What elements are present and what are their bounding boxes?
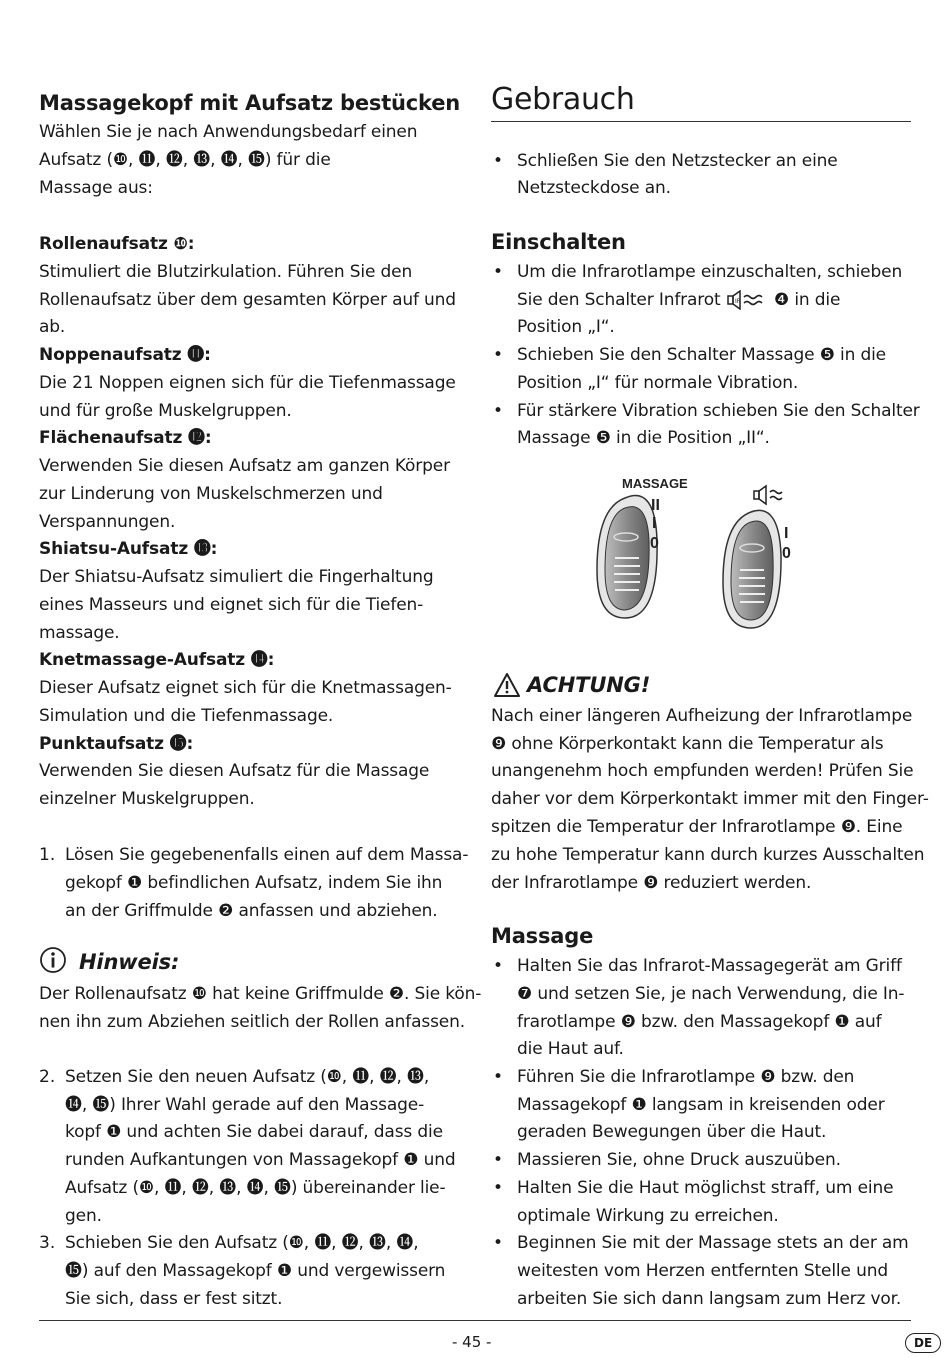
text-line: Verwenden Sie diesen Aufsatz für die Massage — [39, 761, 430, 781]
text-line: frarotlampe ❾ bzw. den Massagekopf ❶ auf — [517, 1012, 882, 1032]
position-0-label: 0 — [650, 535, 659, 552]
text-line: Um die Infrarotlampe einzuschalten, schieben — [517, 262, 903, 282]
heading-einschalten: Einschalten — [491, 230, 626, 254]
text-line: Schieben Sie den Schalter Massage ❺ in die — [517, 345, 886, 365]
ir-position-I-label: I — [784, 525, 789, 542]
text-line: Schließen Sie den Netzstecker an eine — [517, 151, 838, 171]
text-line: Setzen Sie den neuen Aufsatz (❿, ⓫, ⓬, ⓭, — [65, 1067, 430, 1087]
text-line: Verwenden Sie diesen Aufsatz am ganzen Körper — [39, 456, 450, 476]
achtung-heading: ACHTUNG! — [527, 673, 651, 697]
text-line: Die 21 Noppen eignen sich für die Tiefenmassage — [39, 373, 456, 393]
text-line: runden Aufkantungen von Massagekopf ❶ und — [65, 1150, 456, 1170]
bullet: • — [493, 1178, 504, 1198]
footer-rule — [39, 1320, 911, 1321]
text-line: Rollenaufsatz über dem gesamten Körper auf und — [39, 290, 456, 310]
text-line: Für stärkere Vibration schieben Sie den Schalter — [517, 401, 920, 421]
text-line: daher vor dem Körperkontakt immer mit den Finger- — [491, 789, 929, 809]
text-line: gen. — [65, 1206, 102, 1226]
text-line: Massieren Sie, ohne Druck auszuüben. — [517, 1150, 841, 1170]
massage-label: MASSAGE — [622, 476, 688, 491]
text-line: Simulation und die Tiefenmassage. — [39, 706, 334, 726]
text-line: Aufsatz (❿, ⓫, ⓬, ⓭, ⓮, ⓯) übereinander lie- — [65, 1178, 446, 1198]
subheading-noppen: Noppenaufsatz ⓫: — [39, 345, 211, 365]
text-line: spitzen die Temperatur der Infrarotlampe ❾. Eine — [491, 817, 903, 837]
text-line: ❾ ohne Körperkontakt kann die Temperatur als — [491, 734, 884, 754]
position-I-label: I — [652, 515, 657, 532]
text-line: Massage ❺ in die Position „II“. — [517, 428, 770, 448]
text-line: die Haut auf. — [517, 1039, 624, 1059]
switch-diagram — [595, 470, 815, 630]
infrared-switch — [723, 510, 781, 628]
text-line: Lösen Sie gegebenenfalls einen auf dem Massa- — [65, 845, 469, 865]
subheading-knet: Knetmassage-Aufsatz ⓮: — [39, 650, 275, 670]
text-line: Halten Sie das Infrarot-Massagegerät am Griff — [517, 956, 902, 976]
text-line: Halten Sie die Haut möglichst straff, um eine — [517, 1178, 894, 1198]
text-line: optimale Wirkung zu erreichen. — [517, 1206, 779, 1226]
page-number: - 45 - — [452, 1333, 492, 1351]
info-icon — [39, 946, 67, 978]
text-line: Dieser Aufsatz eignet sich für die Knetmassagen- — [39, 678, 452, 698]
subheading-punkt: Punktaufsatz ⓯: — [39, 734, 194, 754]
text-line: Sie sich, dass er fest sitzt. — [65, 1289, 283, 1309]
bullet: • — [493, 151, 504, 171]
bullet: • — [493, 1067, 504, 1087]
heading-massagekopf: Massagekopf mit Aufsatz bestücken — [39, 91, 461, 115]
language-badge: DE — [905, 1333, 941, 1353]
svg-text:IR: IR — [735, 298, 741, 305]
text-line: Position „I“ für normale Vibration. — [517, 373, 799, 393]
text-line: Schieben Sie den Aufsatz (❿, ⓫, ⓬, ⓭, ⓮, — [65, 1233, 419, 1253]
bullet: • — [493, 262, 504, 282]
text-line: Nach einer längeren Aufheizung der Infrarotlampe — [491, 706, 913, 726]
subheading-shiatsu: Shiatsu-Aufsatz ⓭: — [39, 539, 218, 559]
text-line: ⓯) auf den Massagekopf ❶ und vergewissern — [65, 1261, 446, 1281]
step-number: 3. — [39, 1233, 56, 1253]
heading-massage: Massage — [491, 924, 594, 948]
text-line: und für große Muskelgruppen. — [39, 401, 292, 421]
text-line: Position „I“. — [517, 317, 615, 337]
text-line: ❼ und setzen Sie, je nach Verwendung, die In- — [517, 984, 905, 1004]
text-line: Massage aus: — [39, 178, 153, 198]
bullet: • — [493, 401, 504, 421]
infrared-symbol-icon — [727, 290, 769, 314]
text-line: Wählen Sie je nach Anwendungsbedarf einen — [39, 122, 418, 142]
bullet: • — [493, 1150, 504, 1170]
massage-switch — [597, 496, 657, 618]
text-line: nen ihn zum Abziehen seitlich der Rollen anfassen. — [39, 1012, 465, 1032]
infrared-switch-symbol-icon — [754, 486, 782, 504]
text-line: an der Griffmulde ❷ anfassen und abziehen. — [65, 901, 438, 921]
text-line: geraden Bewegungen über die Haut. — [517, 1122, 827, 1142]
ir-position-0-label: 0 — [782, 545, 791, 562]
text-line: unangenehm hoch empfunden werden! Prüfen Sie — [491, 761, 914, 781]
heading-gebrauch: Gebrauch — [491, 82, 635, 117]
text-line: Führen Sie die Infrarotlampe ❾ bzw. den — [517, 1067, 855, 1087]
text-line: Netzsteckdose an. — [517, 178, 671, 198]
text-line: Der Shiatsu-Aufsatz simuliert die Fingerhaltung — [39, 567, 434, 587]
text-line: massage. — [39, 623, 120, 643]
text-line: ⓮, ⓯) Ihrer Wahl gerade auf den Massage- — [65, 1095, 425, 1115]
step-number: 2. — [39, 1067, 56, 1087]
text-line: Beginnen Sie mit der Massage stets an der am — [517, 1233, 909, 1253]
subheading-flaechen: Flächenaufsatz ⓬: — [39, 428, 212, 448]
text-line: Stimuliert die Blutzirkulation. Führen Sie den — [39, 262, 413, 282]
subheading-rollen: Rollenaufsatz ❿: — [39, 234, 195, 254]
text-line: ❹ in die — [774, 290, 841, 310]
text-line: zur Linderung von Muskelschmerzen und — [39, 484, 383, 504]
warning-triangle-icon — [493, 672, 521, 702]
text-line: zu hohe Temperatur kann durch kurzes Ausschalten — [491, 845, 925, 865]
text-line: einzelner Muskelgruppen. — [39, 789, 255, 809]
hinweis-heading: Hinweis: — [79, 950, 180, 974]
text-line: Massagekopf ❶ langsam in kreisenden oder — [517, 1095, 885, 1115]
text-line: arbeiten Sie sich dann langsam zum Herz vor. — [517, 1289, 902, 1309]
bullet: • — [493, 1233, 504, 1253]
text-line: kopf ❶ und achten Sie dabei darauf, dass die — [65, 1122, 443, 1142]
text-line: gekopf ❶ befindlichen Aufsatz, indem Sie ihn — [65, 873, 443, 893]
text-line: Aufsatz (❿, ⓫, ⓬, ⓭, ⓮, ⓯) für die — [39, 150, 331, 170]
text-line: Sie den Schalter Infrarot — [517, 290, 721, 310]
text-line: der Infrarotlampe ❾ reduziert werden. — [491, 873, 812, 893]
bullet: • — [493, 345, 504, 365]
text-line: Verspannungen. — [39, 512, 176, 532]
position-II-label: II — [651, 497, 660, 514]
heading-rule — [491, 121, 911, 122]
text-line: eines Masseurs und eignet sich für die Tiefen- — [39, 595, 424, 615]
text-line: ab. — [39, 317, 66, 337]
bullet: • — [493, 956, 504, 976]
text-line: Der Rollenaufsatz ❿ hat keine Griffmulde ❷. Sie kön- — [39, 984, 482, 1004]
text-line: weitesten vom Herzen entfernten Stelle und — [517, 1261, 888, 1281]
step-number: 1. — [39, 845, 56, 865]
